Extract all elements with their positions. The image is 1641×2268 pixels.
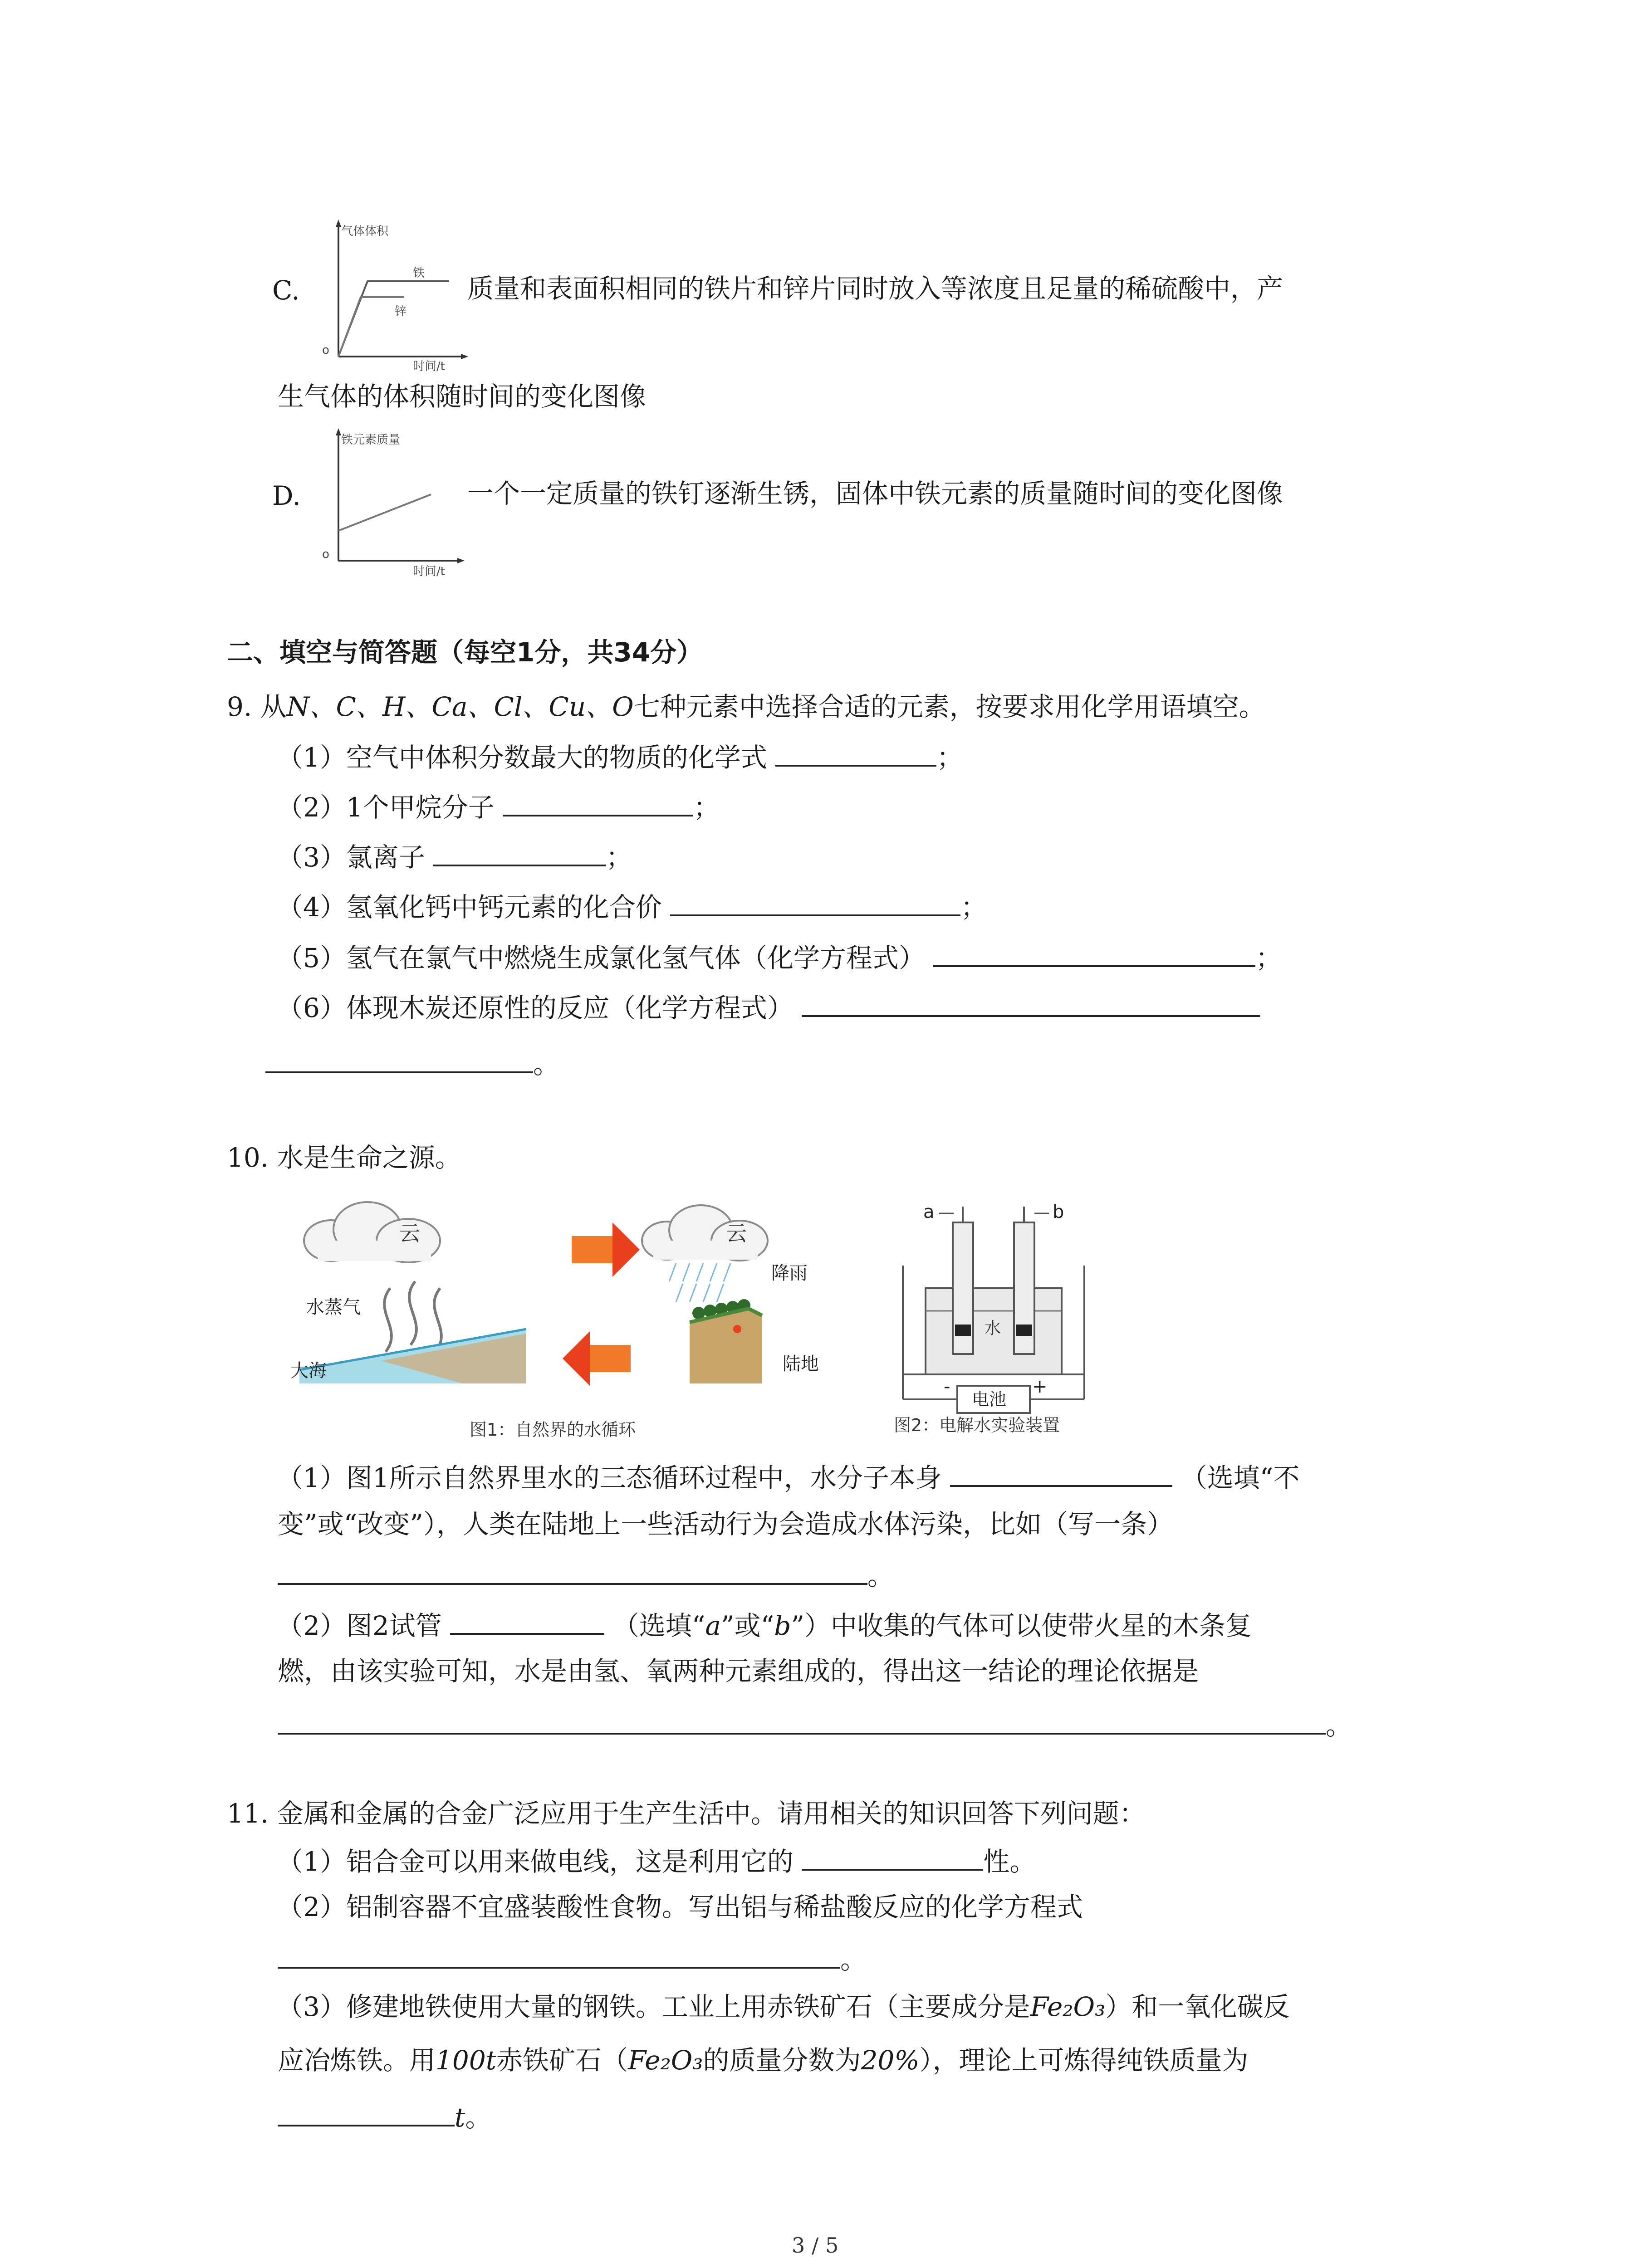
q10-answer-3-blank[interactable] <box>450 1628 604 1635</box>
water-label: 水 <box>985 1319 1001 1338</box>
q9-item-1-text: （1）空气中体积分数最大的物质的化学式 <box>277 742 767 773</box>
q9-item-1 <box>277 740 963 775</box>
q10-p2-choice-a: a <box>705 1610 721 1641</box>
q9-stem-post: 七种元素中选择合适的元素，按要求用化学用语填空。 <box>633 691 1265 722</box>
figure2-caption: 图2：电解水实验装置 <box>894 1415 1060 1435</box>
q10-p2-line1 <box>277 1608 1252 1643</box>
q10-p1-line2: 变”或“改变”），人类在陆地上一些活动行为会造成水体污染，比如（写一条） <box>278 1509 1173 1540</box>
q10-p2-line3 <box>278 1708 1352 1743</box>
option-c-text-line2: 生气体的体积随时间的变化图像 <box>278 381 647 412</box>
q10-p1-text: （1）图1所示自然界里水的三态循环过程中，水分子本身 <box>277 1462 942 1493</box>
tube-a-label: a <box>923 1202 935 1222</box>
q9-item-6-cont <box>265 1047 559 1081</box>
q11-stem <box>227 1796 1146 1831</box>
q10-p2-line2: 燃，由该实验可知，水是由氢、氧两种元素组成的，得出这一结论的理论依据是 <box>278 1656 1199 1686</box>
q11-p3-line2-paren: 赤铁矿石（ <box>496 2045 628 2076</box>
graph-d-y-label: 铁元素质量 <box>341 433 401 447</box>
option-c-text-line1: 质量和表面积相同的铁片和锌片同时放入等浓度且足量的稀硫酸中，产 <box>467 273 1283 304</box>
q11-p3-line3 <box>278 2100 491 2135</box>
q9-answer-6-blank-cont[interactable] <box>265 1067 533 1073</box>
q11-p3-unit: t <box>455 2102 465 2133</box>
q9-item-3 <box>277 840 632 875</box>
q10-p2-text: （2）图2试管 <box>277 1610 442 1641</box>
q10-p2-end: 。 <box>1326 1710 1352 1741</box>
arrow-right <box>572 1222 640 1277</box>
q11-answer-1-blank[interactable] <box>802 1864 983 1871</box>
sea-label: 大海 <box>290 1360 327 1381</box>
option-d-text: 一个一定质量的铁钉逐渐生锈，固体中铁元素的质量随时间的变化图像 <box>467 478 1283 509</box>
battery-minus: - <box>944 1376 950 1397</box>
q9-item-1-end: ； <box>936 742 963 773</box>
q10-answer-1-blank[interactable] <box>950 1481 1172 1487</box>
q9-answer-5-blank[interactable] <box>933 961 1255 967</box>
q10-p1-line3 <box>278 1559 894 1593</box>
q10-answer-4-blank[interactable] <box>278 1728 1326 1735</box>
q11-stem-text: 金属和金属的合金广泛应用于生产生活中。请用相关的知识回答下列问题： <box>277 1798 1146 1829</box>
q9-stem-pre: 从 <box>260 691 287 722</box>
q9-answer-2-blank[interactable] <box>503 810 693 816</box>
q10-p1-line1 <box>277 1461 1299 1495</box>
rain-label: 降雨 <box>771 1263 808 1284</box>
battery-label: 电池 <box>972 1389 1007 1409</box>
graph-d <box>313 426 476 581</box>
q11-p3-formula: Fe₂O₃ <box>1030 1991 1106 2022</box>
option-c-letter: C. <box>272 275 300 306</box>
q9-item-6-end: 。 <box>533 1049 560 1080</box>
q9-item-6 <box>277 991 1260 1025</box>
q11-p3-mass: 100t <box>436 2045 497 2076</box>
graph-c <box>313 218 476 372</box>
q11-p3-text: （3）修建地铁使用大量的钢铁。工业上用赤铁矿石（主要成分是 <box>277 1991 1030 2022</box>
graph-c-y-label: 气体体积 <box>341 225 389 238</box>
graph-d-origin: o <box>322 547 329 561</box>
q11-p3-line2-end: ），理论上可炼得纯铁质量为 <box>919 2045 1249 2076</box>
tube-b-label: b <box>1053 1202 1064 1222</box>
q9-number: 9. <box>227 691 252 722</box>
cloud-right <box>642 1205 768 1261</box>
q10-p1-choice: （选填“不 <box>1181 1462 1300 1493</box>
q10-p1-end: 。 <box>867 1560 894 1591</box>
q10-stem-text: 水是生命之源。 <box>277 1142 461 1173</box>
land-label: 陆地 <box>783 1354 819 1374</box>
q11-p3-line2-frac: 的质量分数为 <box>703 2045 861 2076</box>
q11-p3-line2-text: 应冶炼铁。用 <box>278 2045 436 2076</box>
q9-answer-4-blank[interactable] <box>670 910 960 916</box>
q11-p3-line2 <box>278 2043 1248 2077</box>
q9-item-4-end: ； <box>960 892 987 923</box>
graph-c-line1-label: 铁 <box>413 266 425 280</box>
q11-p3-text-cont: ）和一氧化碳反 <box>1105 1991 1290 2022</box>
q10-stem <box>227 1140 461 1175</box>
q9-item-3-end: ； <box>606 842 632 873</box>
q10-number: 10. <box>227 1142 269 1173</box>
graph-c-line2-label: 锌 <box>395 305 407 318</box>
q9-elements: N、C、H、Ca、Cl、Cu、O <box>286 691 634 722</box>
graph-d-x-label: 时间/t <box>413 565 445 578</box>
arrow-left <box>563 1331 631 1386</box>
q9-answer-3-blank[interactable] <box>433 860 606 866</box>
q9-stem <box>227 689 1265 724</box>
vapor-label: 水蒸气 <box>306 1297 361 1318</box>
battery-plus: + <box>1032 1376 1048 1397</box>
q10-p2-text-cont: ”）中收集的气体可以使带火星的木条复 <box>791 1610 1252 1641</box>
q10-p2-choice-or: ”或“ <box>720 1610 774 1641</box>
q11-p3-percent: 20% <box>861 2045 920 2076</box>
q11-number: 11. <box>227 1798 269 1829</box>
cloud-left-label: 云 <box>399 1221 420 1246</box>
q9-item-6-text: （6）体现木炭还原性的反应（化学方程式） <box>277 992 794 1023</box>
graph-c-x-label: 时间/t <box>413 360 445 372</box>
section-title: 二、填空与简答题（每空1分，共34分） <box>227 637 703 668</box>
q9-item-2-end: ； <box>693 792 720 823</box>
q11-p1 <box>277 1844 1036 1879</box>
q9-answer-6-blank[interactable] <box>802 1011 1260 1017</box>
q10-answer-2-blank[interactable] <box>278 1579 867 1585</box>
q10-p2-choice-open: （选填“ <box>612 1610 705 1641</box>
q11-p3-formula-2: Fe₂O₃ <box>628 2045 703 2076</box>
q11-p2: （2）铝制容器不宜盛装酸性食物。写出铝与稀盐酸反应的化学方程式 <box>277 1892 1083 1922</box>
q9-item-4-text: （4）氢氧化钙中钙元素的化合价 <box>277 892 662 923</box>
figure-electrolysis <box>876 1198 1112 1452</box>
figure-water-cycle <box>290 1198 871 1452</box>
q11-p3-line1 <box>277 1989 1289 2024</box>
q11-answer-3-blank[interactable] <box>278 2120 455 2126</box>
q9-item-5-text: （5）氢气在氯气中燃烧生成氯化氢气体（化学方程式） <box>277 943 925 973</box>
q9-item-2 <box>277 790 720 825</box>
q11-p1-end: 性。 <box>983 1846 1036 1877</box>
q11-p2-end: 。 <box>840 1944 867 1975</box>
q10-p2-choice-b: b <box>774 1610 791 1641</box>
q11-p1-text: （1）铝合金可以用来做电线，这是利用它的 <box>277 1846 794 1877</box>
option-d-letter: D. <box>272 480 301 511</box>
q9-item-3-text: （3）氯离子 <box>277 842 425 873</box>
figure1-caption: 图1：自然界的水循环 <box>470 1420 636 1440</box>
q11-p2-line2 <box>278 1942 867 1977</box>
q11-answer-2-blank[interactable] <box>278 1962 840 1969</box>
graph-c-origin: o <box>322 343 329 357</box>
q9-answer-1-blank[interactable] <box>775 760 936 767</box>
page-number: 3 / 5 <box>792 2233 839 2258</box>
q9-item-5-end: ； <box>1255 943 1282 973</box>
q9-item-2-text: （2）1个甲烷分子 <box>277 792 495 823</box>
cloud-right-label: 云 <box>726 1221 747 1246</box>
q9-item-5 <box>277 941 1282 975</box>
q11-p3-end: 。 <box>465 2102 492 2133</box>
q9-item-4 <box>277 890 987 924</box>
